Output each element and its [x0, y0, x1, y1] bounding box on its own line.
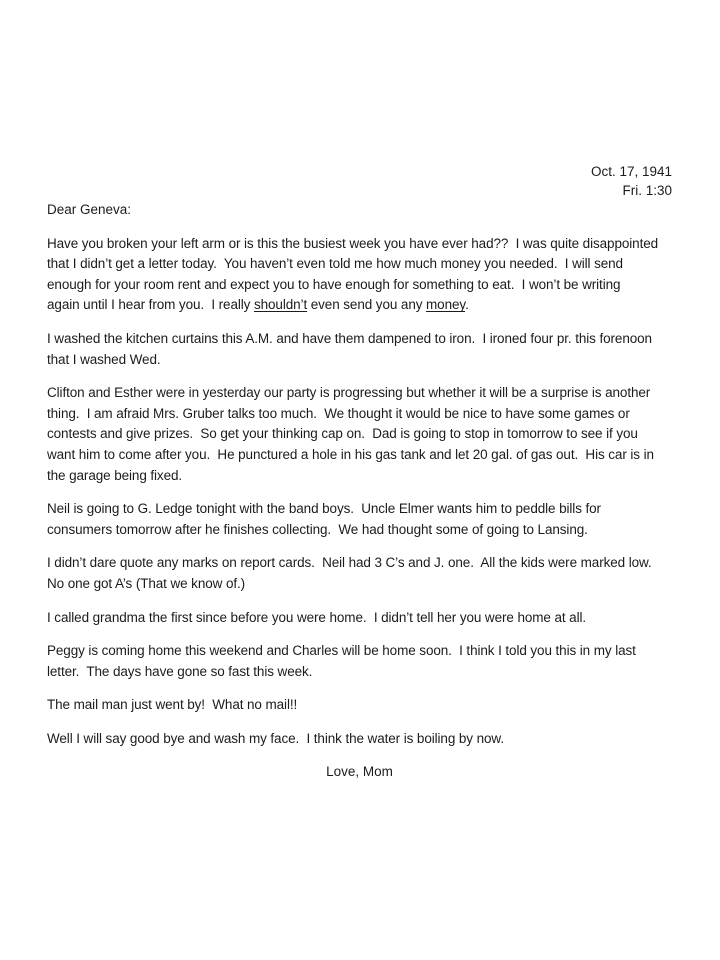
text-segment: I washed the kitchen curtains this A.M. and have them dampened to iron. I ironed four pr. this forenoon	[47, 330, 652, 346]
paragraph	[47, 499, 672, 540]
letter-line	[47, 662, 672, 683]
text-segment: I called grandma the first since before you were home. I didn’t tell her you were home at all.	[47, 609, 587, 625]
text-segment: Well I will say good bye and wash my face. I think the water is boiling by now.	[47, 730, 504, 746]
letter-line	[47, 553, 672, 574]
text-segment: even send you any	[307, 297, 427, 313]
text-segment: Peggy is coming home this weekend and Charles will be home soon. I think I told you this in my last	[47, 643, 636, 659]
text-segment: that I didn’t get a letter today. You haven’t even told me how much money you needed. I will send	[47, 256, 623, 272]
paragraph	[47, 553, 672, 594]
letter-body	[47, 234, 672, 750]
letter-line	[47, 350, 672, 371]
letter-line	[47, 499, 672, 520]
date-block	[47, 162, 672, 200]
letter-line	[47, 424, 672, 445]
text-segment: I didn’t dare quote any marks on report cards. Neil had 3 C’s and J. one. All the kids were marked low.	[47, 555, 652, 571]
letter-content	[47, 162, 672, 783]
letter-line	[47, 466, 672, 487]
paragraph	[47, 729, 672, 750]
paragraph	[47, 329, 672, 370]
letter-line	[47, 574, 672, 595]
text-segment: thing. I am afraid Mrs. Gruber talks too much. We thought it would be nice to have some games or	[47, 405, 630, 421]
letter-line	[47, 295, 672, 316]
letter-line	[47, 404, 672, 425]
text-segment: .	[465, 297, 469, 313]
letter-line	[47, 608, 672, 629]
text-segment: No one got A’s (That we know of.)	[47, 575, 246, 591]
text-segment: enough for your room rent and expect you to have enough for something to eat. I won’t be writing	[47, 276, 621, 292]
text-segment: Have you broken your left arm or is this the busiest week you have ever had?? I was quite disappointed	[47, 235, 659, 251]
text-segment: Neil is going to G. Ledge tonight with the band boys. Uncle Elmer wants him to peddle bills for	[47, 501, 601, 517]
text-segment: the garage being fixed.	[47, 467, 183, 483]
letter-line	[47, 641, 672, 662]
letter-line	[47, 275, 672, 296]
text-segment: Clifton and Esther were in yesterday our party is progressing but whether it will be a surprise is another	[47, 385, 651, 401]
letter-line	[47, 254, 672, 275]
paragraph	[47, 695, 672, 716]
letter-line	[47, 729, 672, 750]
text-segment: letter. The days have gone so fast this week.	[47, 663, 313, 679]
letter-line	[47, 329, 672, 350]
date-line: Oct. 17, 1941	[590, 164, 672, 179]
letter-line	[47, 383, 672, 404]
letter-line	[47, 234, 672, 255]
paragraph	[47, 234, 672, 316]
paragraph	[47, 641, 672, 682]
underlined-text: shouldn’t	[253, 297, 308, 313]
salutation: Dear Geneva:	[47, 202, 132, 217]
text-segment: consumers tomorrow after he finishes collecting. We had thought some of going to Lansing.	[47, 521, 588, 537]
text-segment: again until I hear from you. I really	[47, 297, 254, 313]
text-segment: The mail man just went by! What no mail!!	[47, 697, 298, 713]
letter-line	[47, 520, 672, 541]
paragraph	[47, 608, 672, 629]
letter-line	[47, 695, 672, 716]
text-segment: that I washed Wed.	[47, 351, 161, 367]
text-segment: contests and give prizes. So get your thinking cap on. Dad is going to stop in tomorrow to see if you	[47, 426, 638, 442]
closing-signature: Love, Mom	[326, 764, 393, 780]
underlined-text: money	[426, 297, 466, 313]
time-line: Fri. 1:30	[622, 183, 672, 198]
letter-line	[47, 445, 672, 466]
text-segment: want him to come after you. He punctured a hole in his gas tank and let 20 gal. of gas out. His car is in	[47, 446, 654, 462]
paragraph	[47, 383, 672, 486]
